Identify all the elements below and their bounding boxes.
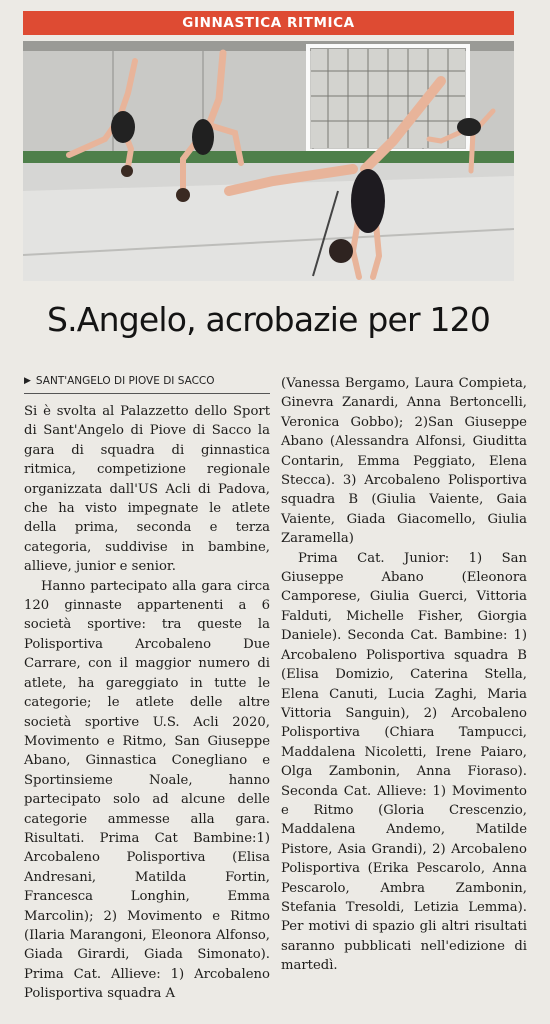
kicker-rule [24, 393, 270, 394]
triangle-bullet-icon: ▶ [24, 376, 31, 386]
article-column-1 [24, 402, 270, 1004]
paragraph: Si è svolta al Palazzetto dello Sport di Sant'Angelo di Piove di Sacco la gara di squadra di ginnastica ritmica, competizione regionale organizzata dall'US Acli di Padova, che ha visto impegnate le atlete della prima, seconda e terza categoria, suddivise in bambine, allieve, junior e senior. [24, 404, 270, 575]
article-column-2 [281, 374, 527, 976]
photo-illustration [23, 41, 514, 281]
section-label: GINNASTICA RITMICA [182, 15, 355, 31]
paragraph: Hanno partecipato alla gara circa 120 ginnaste appartenenti a 6 società sportive: tra queste la Polisportiva Arcobaleno Due Carrare, con il maggior numero di atlete, ha gareggiato in tutte le categorie; le atlete delle altre società sportive U.S. Acli 2020, Movimento e Ritmo, San Giuseppe Abano, Ginnastica Conegliano e Sportinsieme Noale, hanno partecipato solo ad alcune delle categorie ammesse alla gara. Risultati. Prima Cat Bambine:1) Arcobaleno Polisportiva (Elisa Andresani, Matilda Fortin, Francesca Longhin, Emma Marcolin); 2) Movimento e Ritmo (Ilaria Marangoni, Eleonora Alfonso, Giada Girardi, Giada Simonato). Prima Cat. Allieve: 1) Arcobaleno Polisportiva squadra A [24, 578, 270, 1002]
paragraph: Prima Cat. Junior: 1) San Giuseppe Abano (Eleonora Camporese, Giulia Guerci, Vittoria Falduti, Michelle Fisher, Giorgia Daniele). Seconda Cat. Bambine: 1) Arcobaleno Polisportiva squadra B (Elisa Domizio, Caterina Stella, Elena Canuti, Lucia Zaghi, Maria Vittoria Sanguin), 2) Arcobaleno Polisportiva (Chiara Tampucci, Maddalena Nicoletti, Irene Paiaro, Olga Zambonin, Anna Fioraso). Seconda Cat. Allieve: 1) Movimento e Ritmo (Gloria Crescenzio, Maddalena Andemo, Matilde Pistore, Asia Grandi), 2) Arcobaleno Polisportiva (Erika Pescarolo, Anna Pescarolo, Ambra Zambonin, Stefania Tresoldi, Letizia Lemma). Per motivi di spazio gli altri risultati saranno pubblicati nell'edizione di martedì. [281, 550, 527, 974]
headline: S.Angelo, acrobazie per 120 [46, 300, 491, 339]
kicker-location: SANT'ANGELO DI PIOVE DI SACCO [35, 375, 215, 387]
gymnasts-photo [23, 41, 514, 281]
section-band [23, 11, 514, 35]
paragraph: (Vanessa Bergamo, Laura Compieta, Ginevra Zanardi, Anna Bertoncelli, Veronica Gobbo); 2)San Giuseppe Abano (Alessandra Alfonsi, Giuditta Contarin, Emma Peggiato, Elena Stecca). 3) Arcobaleno Polisportiva squadra B (Giulia Vaiente, Gaia Vaiente, Giada Giacomello, Giulia Zaramella) [281, 376, 527, 547]
kicker [24, 375, 270, 387]
